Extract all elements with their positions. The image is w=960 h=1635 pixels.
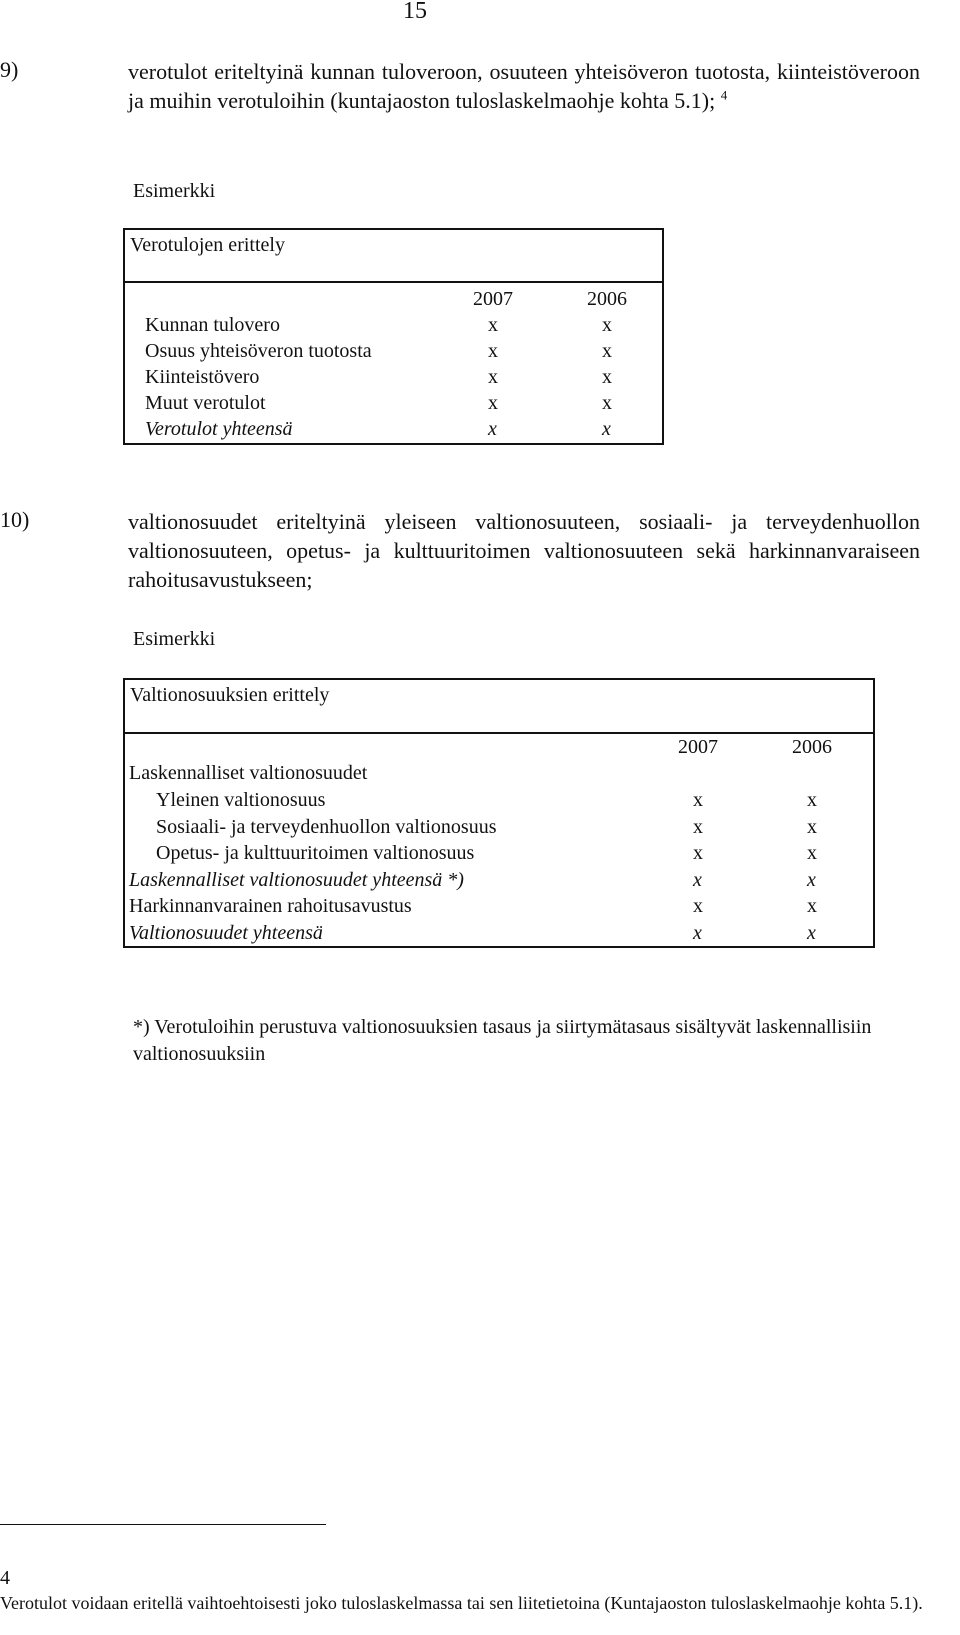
table-row <box>125 364 662 391</box>
value-2006: x <box>602 314 612 336</box>
value-2007: x <box>693 922 702 944</box>
grant-col-2007: 2007 <box>678 736 718 758</box>
row-label: Valtionosuudet yhteensä <box>129 922 323 944</box>
value-2007: x <box>693 789 703 811</box>
row-label: Yleinen valtionosuus <box>156 789 326 811</box>
value-2007: x <box>693 869 702 891</box>
item-9-body: verotulot eriteltyinä kunnan tuloveroon, osuuteen yhteisöveron tuotosta, kiinteistöveroon ja muihin verotuloihin (kuntajaoston tuloslaskelmaohje kohta 5.1); <box>128 59 920 113</box>
table-row <box>125 390 662 417</box>
table-row-total <box>125 920 873 947</box>
tax-table-header <box>125 286 662 313</box>
value-2006: x <box>807 895 817 917</box>
tax-table-title-box <box>123 228 664 283</box>
table-row-subtotal <box>125 867 873 894</box>
value-2007: x <box>488 340 498 362</box>
table-row <box>125 312 662 339</box>
value-2007: x <box>488 366 498 388</box>
value-2006: x <box>602 418 611 440</box>
value-2006: x <box>807 789 817 811</box>
value-2006: x <box>602 340 612 362</box>
row-label: Muut verotulot <box>145 392 266 414</box>
table-row <box>125 760 873 787</box>
value-2006: x <box>807 816 817 838</box>
table-row-total <box>125 416 662 443</box>
grant-table-title-box <box>123 678 875 734</box>
value-2007: x <box>488 418 497 440</box>
value-2007: x <box>488 314 498 336</box>
value-2006: x <box>807 842 817 864</box>
table-row <box>125 787 873 814</box>
table-row <box>125 893 873 920</box>
page-number: 15 <box>403 0 427 24</box>
grant-col-2006: 2006 <box>792 736 832 758</box>
grant-table <box>123 732 875 948</box>
row-label: Verotulot yhteensä <box>145 418 293 440</box>
grant-table-title: Valtionosuuksien erittely <box>130 684 330 706</box>
row-label: Harkinnanvarainen rahoitusavustus <box>129 895 412 917</box>
row-label: Kiinteistövero <box>145 366 260 388</box>
row-label: Opetus- ja kulttuuritoimen valtionosuus <box>156 842 475 864</box>
footnote-reference[interactable]: 4 <box>720 87 728 103</box>
item-9-number: 9) <box>0 57 19 82</box>
value-2007: x <box>693 816 703 838</box>
value-2007: x <box>693 842 703 864</box>
row-label: Laskennalliset valtionosuudet yhteensä *) <box>129 869 464 891</box>
tax-col-2006: 2006 <box>587 288 627 310</box>
row-label: Kunnan tulovero <box>145 314 280 336</box>
example-label-10: Esimerkki <box>133 628 216 650</box>
tax-col-2007: 2007 <box>473 288 513 310</box>
value-2007: x <box>693 895 703 917</box>
row-label: Osuus yhteisöveron tuotosta <box>145 340 372 362</box>
value-2006: x <box>602 392 612 414</box>
item-10-text: valtionosuudet eriteltyinä yleiseen valtionosuuteen, sosiaali- ja terveydenhuollon valtionosuuteen, opetus- ja kulttuuritoimen valtionosuuteen sekä harkinnanvaraiseen rahoitusavustukseen; <box>128 509 920 592</box>
table-row <box>125 814 873 841</box>
row-label: Sosiaali- ja terveydenhuollon valtionosuus <box>156 816 497 838</box>
item-9-text <box>128 57 920 115</box>
item-10-number: 10) <box>0 507 30 532</box>
footnote-number: 4 <box>0 1567 10 1589</box>
table-row <box>125 840 873 867</box>
row-label: Laskennalliset valtionosuudet <box>129 762 368 784</box>
grant-table-header <box>125 734 873 761</box>
value-2006: x <box>807 869 816 891</box>
example-label-9: Esimerkki <box>133 180 216 202</box>
tax-table-title: Verotulojen erittely <box>130 234 285 256</box>
value-2006: x <box>807 922 816 944</box>
tax-table <box>123 281 664 445</box>
value-2007: x <box>488 392 498 414</box>
table-note: *) Verotuloihin perustuva valtionosuuksien tasaus ja siirtymätasaus sisältyvät laskennallisiin valtionosuuksiin <box>133 1016 872 1065</box>
table-row <box>125 338 662 365</box>
footnote-text: Verotulot voidaan eritellä vaihtoehtoisesti joko tuloslaskelmassa tai sen liitetietoina (Kuntajaoston tuloslaskelmaohje kohta 5.1). <box>0 1593 923 1613</box>
value-2006: x <box>602 366 612 388</box>
footnote-divider <box>0 1524 326 1525</box>
